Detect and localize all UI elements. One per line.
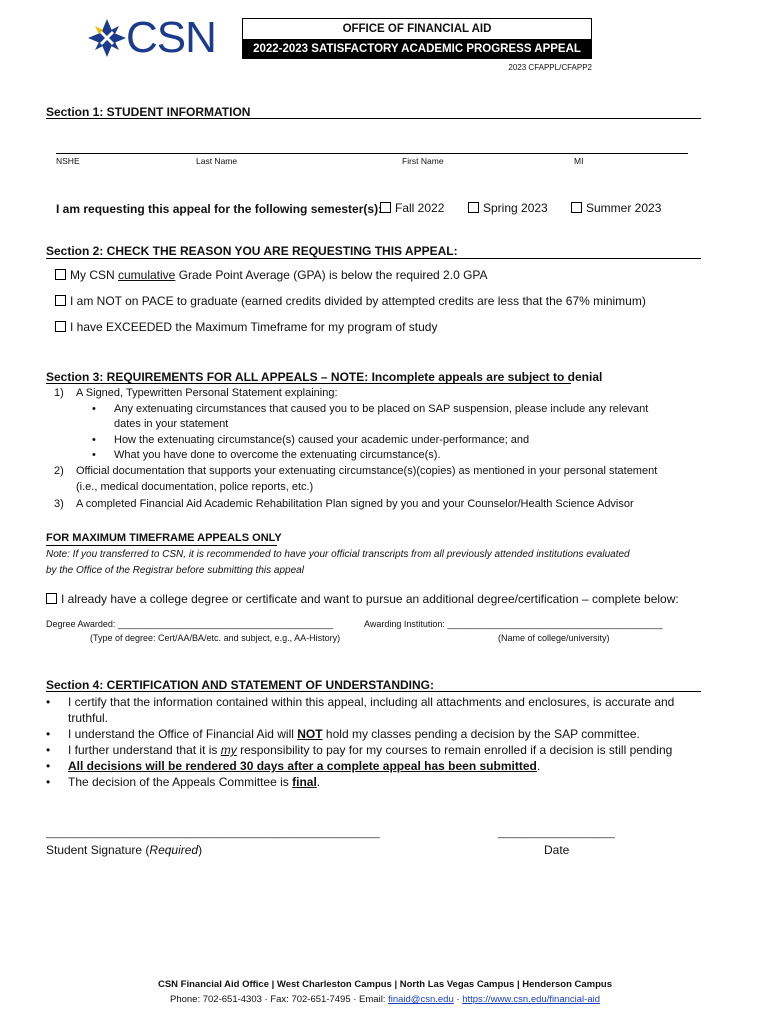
website-link[interactable]: https://www.csn.edu/financial-aid xyxy=(462,994,601,1005)
section2-title: Section 2: CHECK THE REASON YOU ARE REQUESTING THIS APPEAL: xyxy=(46,244,458,258)
date-line[interactable]: _____________________ xyxy=(498,828,615,839)
degree-checkbox[interactable] xyxy=(46,593,57,604)
fall-2022-checkbox[interactable] xyxy=(380,202,391,213)
section1-rule xyxy=(46,118,701,119)
degree-option[interactable]: I already have a college degree or certificate and want to pursue an additional degree/certification – complete below: xyxy=(46,592,679,606)
spring-2023-option[interactable]: Spring 2023 xyxy=(468,201,548,215)
pace-checkbox[interactable] xyxy=(55,295,66,306)
mi-label: MI xyxy=(574,156,584,166)
section4-rule xyxy=(46,691,701,692)
transfer-note: Note: If you transferred to CSN, it is recommended to have your official transcripts from all previously attended institutions evaluated xyxy=(46,549,630,560)
first-name-label: First Name xyxy=(402,156,444,166)
cert-bullet1: • I certify that the information contained within this appeal, including all attachments and enclosures, is accurate and xyxy=(68,695,674,709)
req1-bullet3: • What you have done to overcome the extenuating circumstance(s). xyxy=(114,449,441,461)
max-timeframe-rule xyxy=(46,545,277,546)
form-title: 2022-2023 SATISFACTORY ACADEMIC PROGRESS APPEAL xyxy=(242,40,592,59)
student-info-line[interactable] xyxy=(56,153,688,154)
max-timeframe-checkbox[interactable] xyxy=(55,321,66,332)
cert-bullet4: • All decisions will be rendered 30 days after a complete appeal has been submitted. xyxy=(68,759,540,773)
req1-bullet1-cont: dates in your statement xyxy=(114,418,229,430)
institution-hint: (Name of college/university) xyxy=(498,633,610,643)
req1-bullet2: • How the extenuating circumstance(s) caused your academic under-performance; and xyxy=(114,434,529,446)
spring-2023-checkbox[interactable] xyxy=(468,202,479,213)
cert-bullet1-cont: truthful. xyxy=(68,711,109,725)
section3-title: Section 3: REQUIREMENTS FOR ALL APPEALS – NOTE: Incomplete appeals are subject to denial xyxy=(46,370,603,384)
req1-num: 1) xyxy=(54,387,64,399)
semester-prompt: I am requesting this appeal for the following semester(s): xyxy=(56,202,383,216)
office-title: OFFICE OF FINANCIAL AID xyxy=(242,18,592,40)
req2-text: Official documentation that supports your extenuating circumstance(s)(copies) as mentioned in your personal statement xyxy=(76,465,658,477)
last-name-label: Last Name xyxy=(196,156,238,166)
footer-contact: Phone: 702-651-4303 · Fax: 702-651-7495 · Email: finaid@csn.edu · https://www.csn.edu/financial-aid xyxy=(169,994,601,1005)
form-header xyxy=(242,18,592,59)
signature-line[interactable]: ____________________________________________________________ xyxy=(46,828,380,839)
summer-2023-option[interactable]: Summer 2023 xyxy=(571,201,661,215)
max-timeframe-option[interactable]: I have EXCEEDED the Maximum Timeframe for my program of study xyxy=(55,320,437,334)
req1-bullet1: • Any extenuating circumstances that caused you to be placed on SAP suspension, please include any relevant xyxy=(114,403,648,415)
max-timeframe-title: FOR MAXIMUM TIMEFRAME APPEALS ONLY xyxy=(46,532,282,544)
section4-title: Section 4: CERTIFICATION AND STATEMENT OF UNDERSTANDING: xyxy=(46,678,434,692)
req3-num: 3) xyxy=(54,498,64,510)
csn-logo-text: CSN xyxy=(126,13,216,62)
req2-num: 2) xyxy=(54,465,64,477)
date-label: Date xyxy=(544,843,570,857)
gpa-option[interactable]: My CSN cumulative Grade Point Average (GPA) is below the required 2.0 GPA xyxy=(55,268,488,282)
footer-campuses: CSN Financial Aid Office | West Charleston Campus | North Las Vegas Campus | Henderson Campus xyxy=(157,979,613,990)
transfer-note-cont: by the Office of the Registrar before submitting this appeal xyxy=(46,565,304,576)
awarding-institution-field[interactable]: Awarding Institution: ___________________________________________ xyxy=(364,619,663,629)
signature-label: Student Signature (Required) xyxy=(46,843,203,857)
req2-text-cont: (i.e., medical documentation, police reports, etc.) xyxy=(76,481,314,493)
section2-rule xyxy=(46,258,701,259)
cert-bullet3: • I further understand that it is my responsibility to pay for my courses to remain enrolled if a decision is still pending xyxy=(68,743,672,757)
req3-text: A completed Financial Aid Academic Rehabilitation Plan signed by you and your Counselor/Health Science Advisor xyxy=(76,498,634,510)
pace-option[interactable]: I am NOT on PACE to graduate (earned credits divided by attempted credits are less that the 67% minimum) xyxy=(55,294,646,308)
gpa-checkbox[interactable] xyxy=(55,269,66,280)
section1-title: Section 1: STUDENT INFORMATION xyxy=(46,105,251,119)
email-link[interactable]: finaid@csn.edu xyxy=(388,994,454,1005)
csn-star-logo-icon xyxy=(86,17,128,59)
form-code: 2023 CFAPPL/CFAPP2 xyxy=(508,63,592,72)
nshe-label: NSHE xyxy=(56,156,80,166)
cert-bullet2: • I understand the Office of Financial Aid will NOT hold my classes pending a decision by the SAP committee. xyxy=(68,727,640,741)
section3-rule xyxy=(46,383,571,384)
req1-text: A Signed, Typewritten Personal Statement explaining: xyxy=(76,387,338,399)
cert-bullet5: • The decision of the Appeals Committee is final. xyxy=(68,775,320,789)
degree-hint: (Type of degree: Cert/AA/BA/etc. and subject, e.g., AA-History) xyxy=(90,633,341,643)
degree-awarded-field[interactable]: Degree Awarded: ___________________________________________ xyxy=(46,619,334,629)
summer-2023-checkbox[interactable] xyxy=(571,202,582,213)
fall-2022-option[interactable]: Fall 2022 xyxy=(380,201,444,215)
